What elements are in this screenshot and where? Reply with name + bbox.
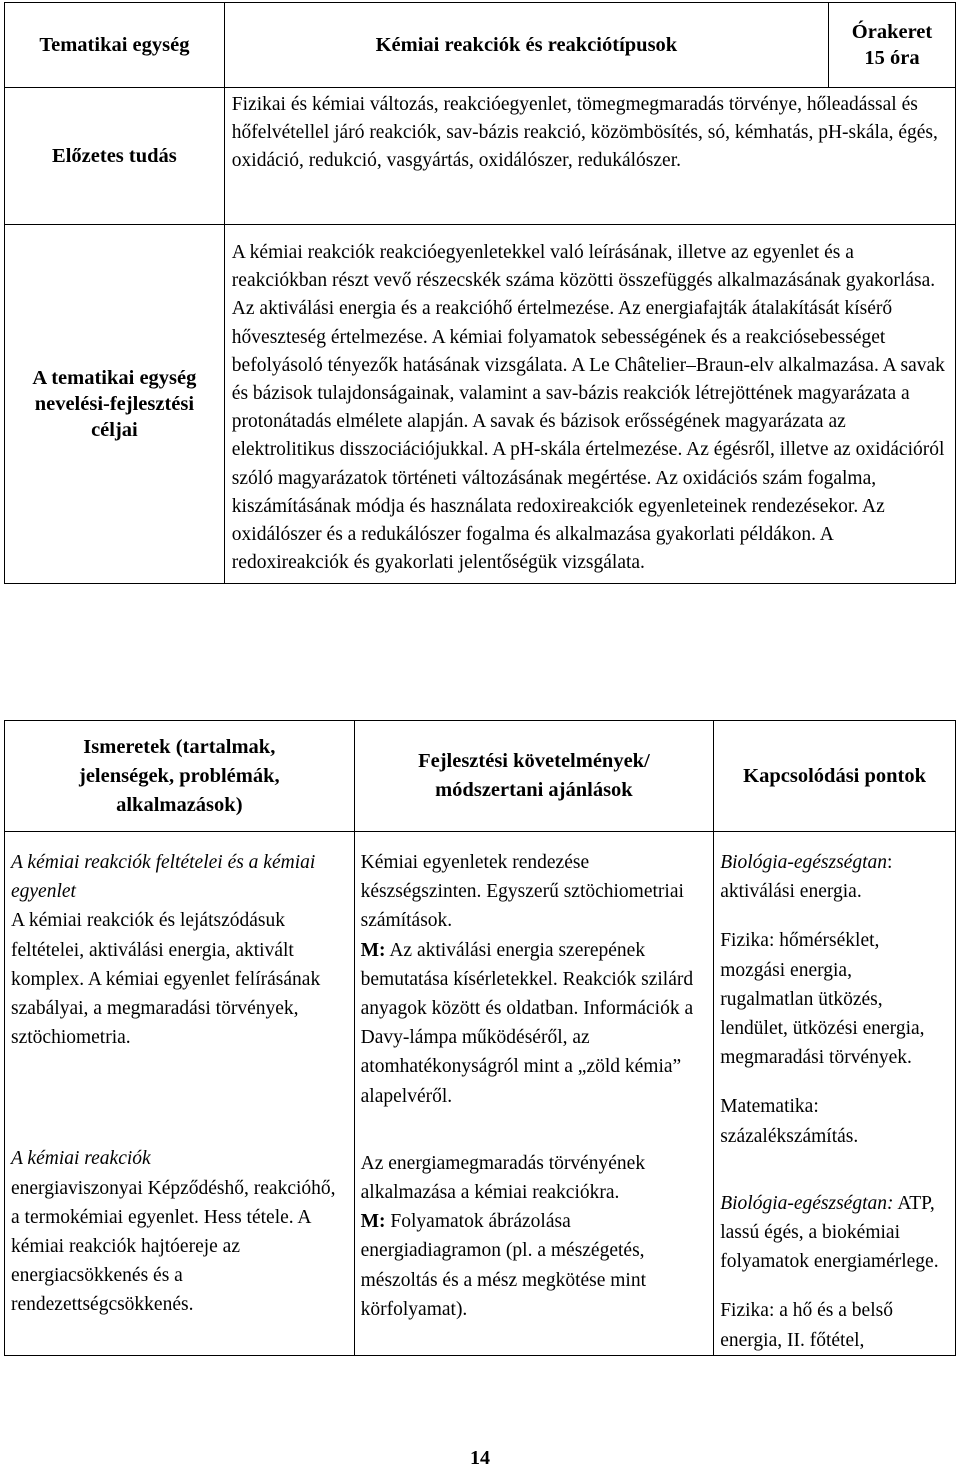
knowledge-column-header <box>5 721 355 832</box>
unit-overview-table <box>4 2 956 584</box>
topic-title: A kémiai reakciók <box>11 1148 151 1170</box>
connection-physics: Fizika: a hő és a belső energia, II. főtétel, <box>720 1300 893 1351</box>
goals-label-line: céljai <box>91 419 138 442</box>
connection-physics: Fizika: hőmérséklet, mozgási energia, rugalmatlan ütközés, lendület, ütközési energia, megmaradási törvények. <box>720 930 925 1069</box>
requirements-cell <box>354 832 714 1356</box>
method-marker: M: <box>360 939 386 961</box>
header-line: módszertani ajánlások <box>435 779 633 801</box>
topic-text: A kémiai reakciók és lejátszódásuk feltételei, aktiválási energia, aktivált komplex. A kémiai egyenlet felírásának szabályai, a megmaradási törvények, sztöchiometria. <box>11 910 321 1049</box>
content-row <box>5 832 956 1356</box>
subject-name: Biológia-egészségtan <box>720 852 888 873</box>
connections-column-header: Kapcsolódási pontok <box>714 721 956 832</box>
goals-label <box>5 225 225 584</box>
requirements-text <box>361 1149 708 1324</box>
unit-header-row <box>5 3 956 88</box>
prior-knowledge-row <box>5 88 956 225</box>
goals-label-line: A tematikai egység <box>32 367 197 390</box>
requirements-intro: Kémiai egyenletek rendezése készségszinten. Egyszerű sztöchiometriai számítások. <box>360 852 684 932</box>
goals-row <box>5 225 956 584</box>
knowledge-cell <box>5 832 355 1356</box>
hours-value: 15 óra <box>864 47 920 69</box>
requirements-column-header <box>354 721 714 832</box>
content-header-row <box>5 721 956 832</box>
requirements-intro: Az energiamegmaradás törvényének alkalmazása a kémiai reakciókra. <box>360 1152 646 1204</box>
requirements-text <box>361 848 708 1111</box>
content-table <box>4 720 956 1356</box>
header-line: alkalmazások) <box>116 793 243 816</box>
prior-knowledge-text: Fizikai és kémiai változás, reakcióegyenlet, tömegmegmaradás törvénye, hőleadással és hőfelvétellel járó reakciók, sav-bázis reakció, közömbösítés, só, kémhatás, pH-skála, égés, oxidáció, redukció, vasgyártás, oxidálószer, redukálószer. <box>224 88 955 225</box>
connections-cell <box>714 832 956 1356</box>
goals-label-line: nevelési-fejlesztési <box>34 393 195 416</box>
topic-text: energiaviszonyai Képződéshő, reakcióhő, a termokémiai egyenlet. Hess tétele. A kémiai reakciók hajtóereje az energiacsökkenés és a rendezettségcsökkenés. <box>11 1177 336 1316</box>
connection-biology <box>720 848 949 906</box>
page-number: 14 <box>470 1447 490 1469</box>
header-line: Ismeretek (tartalmak, <box>83 735 276 758</box>
header-line: jelenségek, problémák, <box>79 764 280 787</box>
connection-text: : aktiválási energia. <box>720 852 893 903</box>
prior-knowledge-label: Előzetes tudás <box>5 88 225 225</box>
method-text: Folyamatok ábrázolása energiadiagramon (pl. a mészégetés, mészoltás és a mész megkötése mint körfolyamat). <box>360 1211 647 1320</box>
method-marker: M: <box>360 1211 386 1233</box>
header-line: Fejlesztési követelmények/ <box>418 750 650 772</box>
unit-title: Kémiai reakciók és reakciótípusok <box>224 3 828 88</box>
method-text: Az aktiválási energia szerepének bemutatása kísérletekkel. Reakciók szilárd anyagok között és oldatban. Információk a Davy-lámpa működéséről, az atomhatékonyságról mint a „zöld kémia” alapelvéről. <box>360 939 694 1107</box>
subject-name: Biológia-egészségtan: <box>720 1192 894 1214</box>
topic-title: A kémiai reakciók feltételei és a kémiai egyenlet <box>11 852 316 903</box>
connection-biology <box>720 1189 949 1277</box>
unit-header-label: Tematikai egység <box>5 3 225 88</box>
goals-text: A kémiai reakciók reakcióegyenletekkel való leírásának, illetve az egyenlet és a reakciókban részt vevő részecskék száma közötti összefüggés alkalmazásának gyakorlása. Az aktiválási energia és a reakcióhő értelmezése. Az energiafajták átalakítását kísérő hőveszteség értelmezése. A kémiai folyamatok sebességének és a reakciósebességet befolyásoló tényezők hatásának vizsgálata. A Le Châtelier–Braun-elv alkalmazása. A savak és bázisok tulajdonságainak, valamint a sav-bázis reakciók létrejöttének magyarázata a protonátadás elmélete alapján. A savak és bázisok erősségének magyarázata az elektrolitikus disszociációjukkal. A pH-skála értelmezése. Az égésről, illetve az oxidációról szóló magyarázatok történeti változásának megértése. Az oxidációs szám fogalma, kiszámításának módja és használata redoxireakciók egyenleteinek rendezésekor. Az oxidálószer és a redukálószer fogalma és alkalmazása gyakorlati példákon. A redoxireakciók és gyakorlati jelentőségük vizsgálata. <box>224 225 955 584</box>
connection-math: Matematika: százalékszámítás. <box>720 1096 859 1147</box>
hours-label: Órakeret <box>851 21 933 43</box>
hours-cell <box>829 3 956 88</box>
connection-text: ATP, lassú égés, a biokémiai folyamatok energiamérlege. <box>720 1192 939 1273</box>
